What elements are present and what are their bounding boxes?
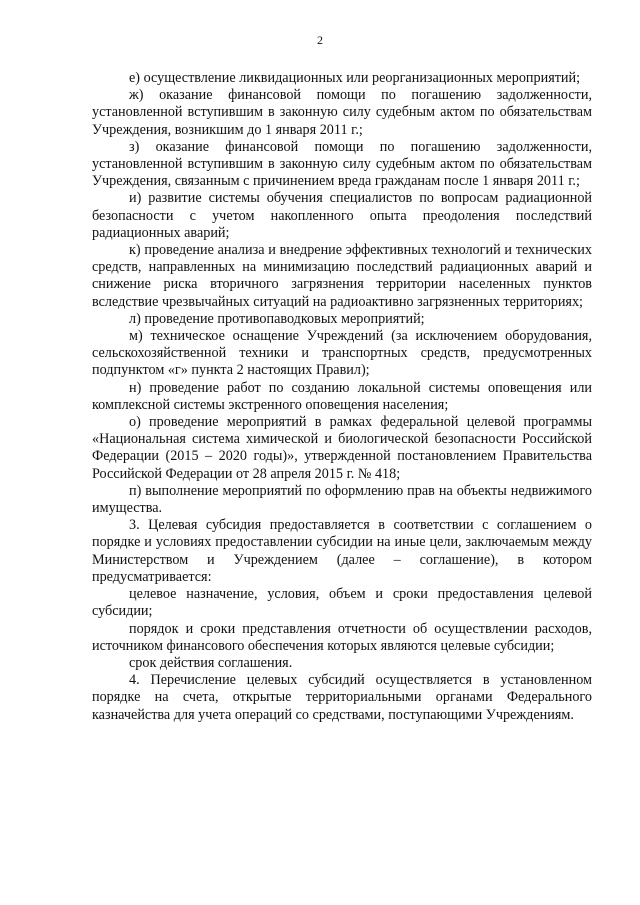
paragraph-n: н) проведение работ по созданию локальной системы оповещения или комплексной системы экстренного оповещения населения; — [92, 379, 592, 413]
paragraph-o: о) проведение мероприятий в рамках федеральной целевой программы «Национальная система химической и биологической безопасности Российской Федерации (2015 – 2020 годы)», утвержденной постановлением Правительства Российской Федерации от 28 апреля 2015 г. № 418; — [92, 414, 592, 482]
document-body — [92, 70, 592, 724]
paragraph-p: п) выполнение мероприятий по оформлению прав на объекты недвижимого имущества. — [92, 482, 592, 517]
paragraph-3-item-1: целевое назначение, условия, объем и сроки предоставления целевой субсидии; — [92, 586, 592, 620]
page-number: 2 — [317, 33, 323, 47]
paragraph-m: м) техническое оснащение Учреждений (за исключением оборудования, сельскохозяйственной техники и транспортных средств, предусмотренных подпунктом «г» пункта 2 настоящих Правил); — [92, 328, 592, 379]
paragraph-4: 4. Перечисление целевых субсидий осуществляется в установленном порядке на счета, открытые территориальными органами Федерального казначейства для учета операций со средствами, поступающими Учреждениям. — [92, 672, 592, 723]
paragraph-l: л) проведение противопаводковых мероприятий; — [129, 310, 425, 327]
paragraph-3-item-2: порядок и сроки представления отчетности об осуществлении расходов, источником финансового обеспечения которых являются целевые субсидии; — [92, 620, 592, 654]
paragraph-i: и) развитие системы обучения специалистов по вопросам радиационной безопасности с учетом накопленного опыта преодоления последствий радиационных аварий; — [92, 190, 592, 241]
paragraph-3-item-3: срок действия соглашения. — [129, 654, 293, 671]
paragraph-3: 3. Целевая субсидия предоставляется в соответствии с соглашением о порядке и условиях предоставлении субсидии на иные цели, заключаемым между Министерством и Учреждением (далее – соглашение), в котором предусматривается: — [92, 517, 592, 585]
paragraph-z: з) оказание финансовой помощи по погашению задолженности, установленной вступившим в законную силу судебным актом по обязательствам Учреждения, связанным с причинением вреда гражданам после 1 января 2011 г.; — [92, 138, 592, 190]
paragraph-zh: ж) оказание финансовой помощи по погашению задолженности, установленной вступившим в законную силу судебным актом по обязательствам Учреждения, возникшим до 1 января 2011 г.; — [92, 87, 592, 138]
paragraph-e: е) осуществление ликвидационных или реорганизационных мероприятий; — [129, 70, 581, 86]
paragraph-k: к) проведение анализа и внедрение эффективных технологий и технических средств, направленных на минимизацию последствий радиационных аварий и снижение риска вторичного загрязнения территории населенных пунктов вследствие чрезвычайных ситуаций на радиоактивно загрязненных территориях; — [92, 242, 592, 310]
